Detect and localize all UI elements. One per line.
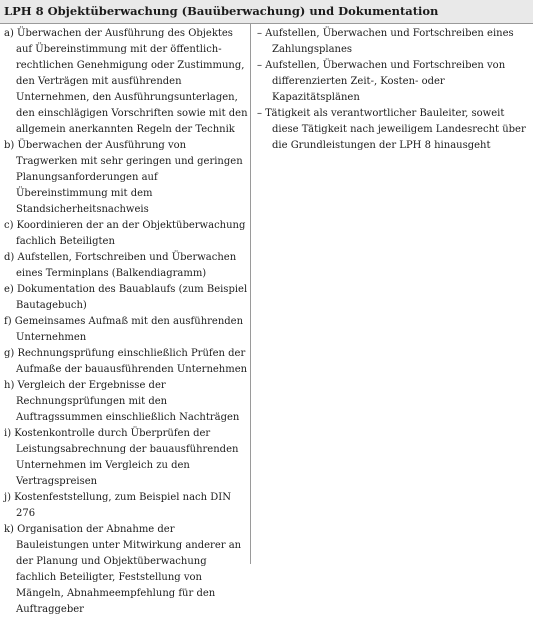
list-item: j) Kostenfeststellung, zum Beispiel nach DIN 276 — [4, 492, 231, 519]
list-item: – Aufstellen, Überwachen und Fortschreiben von differenzierten Zeit-, Kosten- oder Kapazitätsplänen — [257, 60, 506, 103]
list-item: k) Organisation der Abnahme der Bauleistungen unter Mitwirkung anderer an der Planung und Objektüberwachung fachlich Beteiligter, Feststellung von Mängeln, Abnahmeempfehlung für den Auftraggeber — [4, 524, 242, 615]
table-header — [0, 0, 533, 24]
special-services-column — [257, 26, 529, 154]
list-item: i) Kostenkontrolle durch Überprüfen der Leistungsabrechnung der bauausführenden Unternehmen im Vergleich zu den Vertragspreisen — [4, 428, 239, 487]
list-item: c) Koordinieren der an der Objektüberwachung fachlich Beteiligten — [4, 220, 246, 247]
list-item: d) Aufstellen, Fortschreiben und Überwachen eines Terminplans (Balkendiagramm) — [4, 252, 237, 279]
list-item: b) Überwachen der Ausführung von Tragwerken mit sehr geringen und geringen Planungsanforderungen auf Übereinstimmung mit dem Standsicherheitsnachweis — [4, 140, 243, 215]
basic-services-column — [4, 26, 248, 618]
header-title: LPH 8 Objektüberwachung (Bauüberwachung) und Dokumentation — [4, 4, 439, 18]
list-item: – Aufstellen, Überwachen und Fortschreiben eines Zahlungsplanes — [257, 28, 514, 55]
list-item: – Tätigkeit als verantwortlicher Bauleiter, soweit diese Tätigkeit nach jeweiligem Landesrecht über die Grundleistungen der LPH 8 hinausgeht — [257, 108, 526, 151]
list-item: g) Rechnungsprüfung einschließlich Prüfen der Aufmaße der bauausführenden Unternehmen — [4, 348, 248, 375]
list-item: e) Dokumentation des Bauablaufs (zum Beispiel Bautagebuch) — [4, 284, 248, 311]
column-divider — [250, 24, 251, 564]
list-item: h) Vergleich der Ergebnisse der Rechnungsprüfungen mit den Auftragssummen einschließlich Nachträgen — [4, 380, 240, 423]
list-item: a) Überwachen der Ausführung des Objektes auf Übereinstimmung mit der öffentlich-rechtlichen Genehmigung oder Zustimmung, den Verträgen mit ausführenden Unternehmen, den Ausführungsunterlagen, den einschlägigen Vorschriften sowie mit den allgemein anerkannten Regeln der Technik — [4, 28, 248, 135]
list-item: f) Gemeinsames Aufmaß mit den ausführenden Unternehmen — [4, 316, 244, 343]
